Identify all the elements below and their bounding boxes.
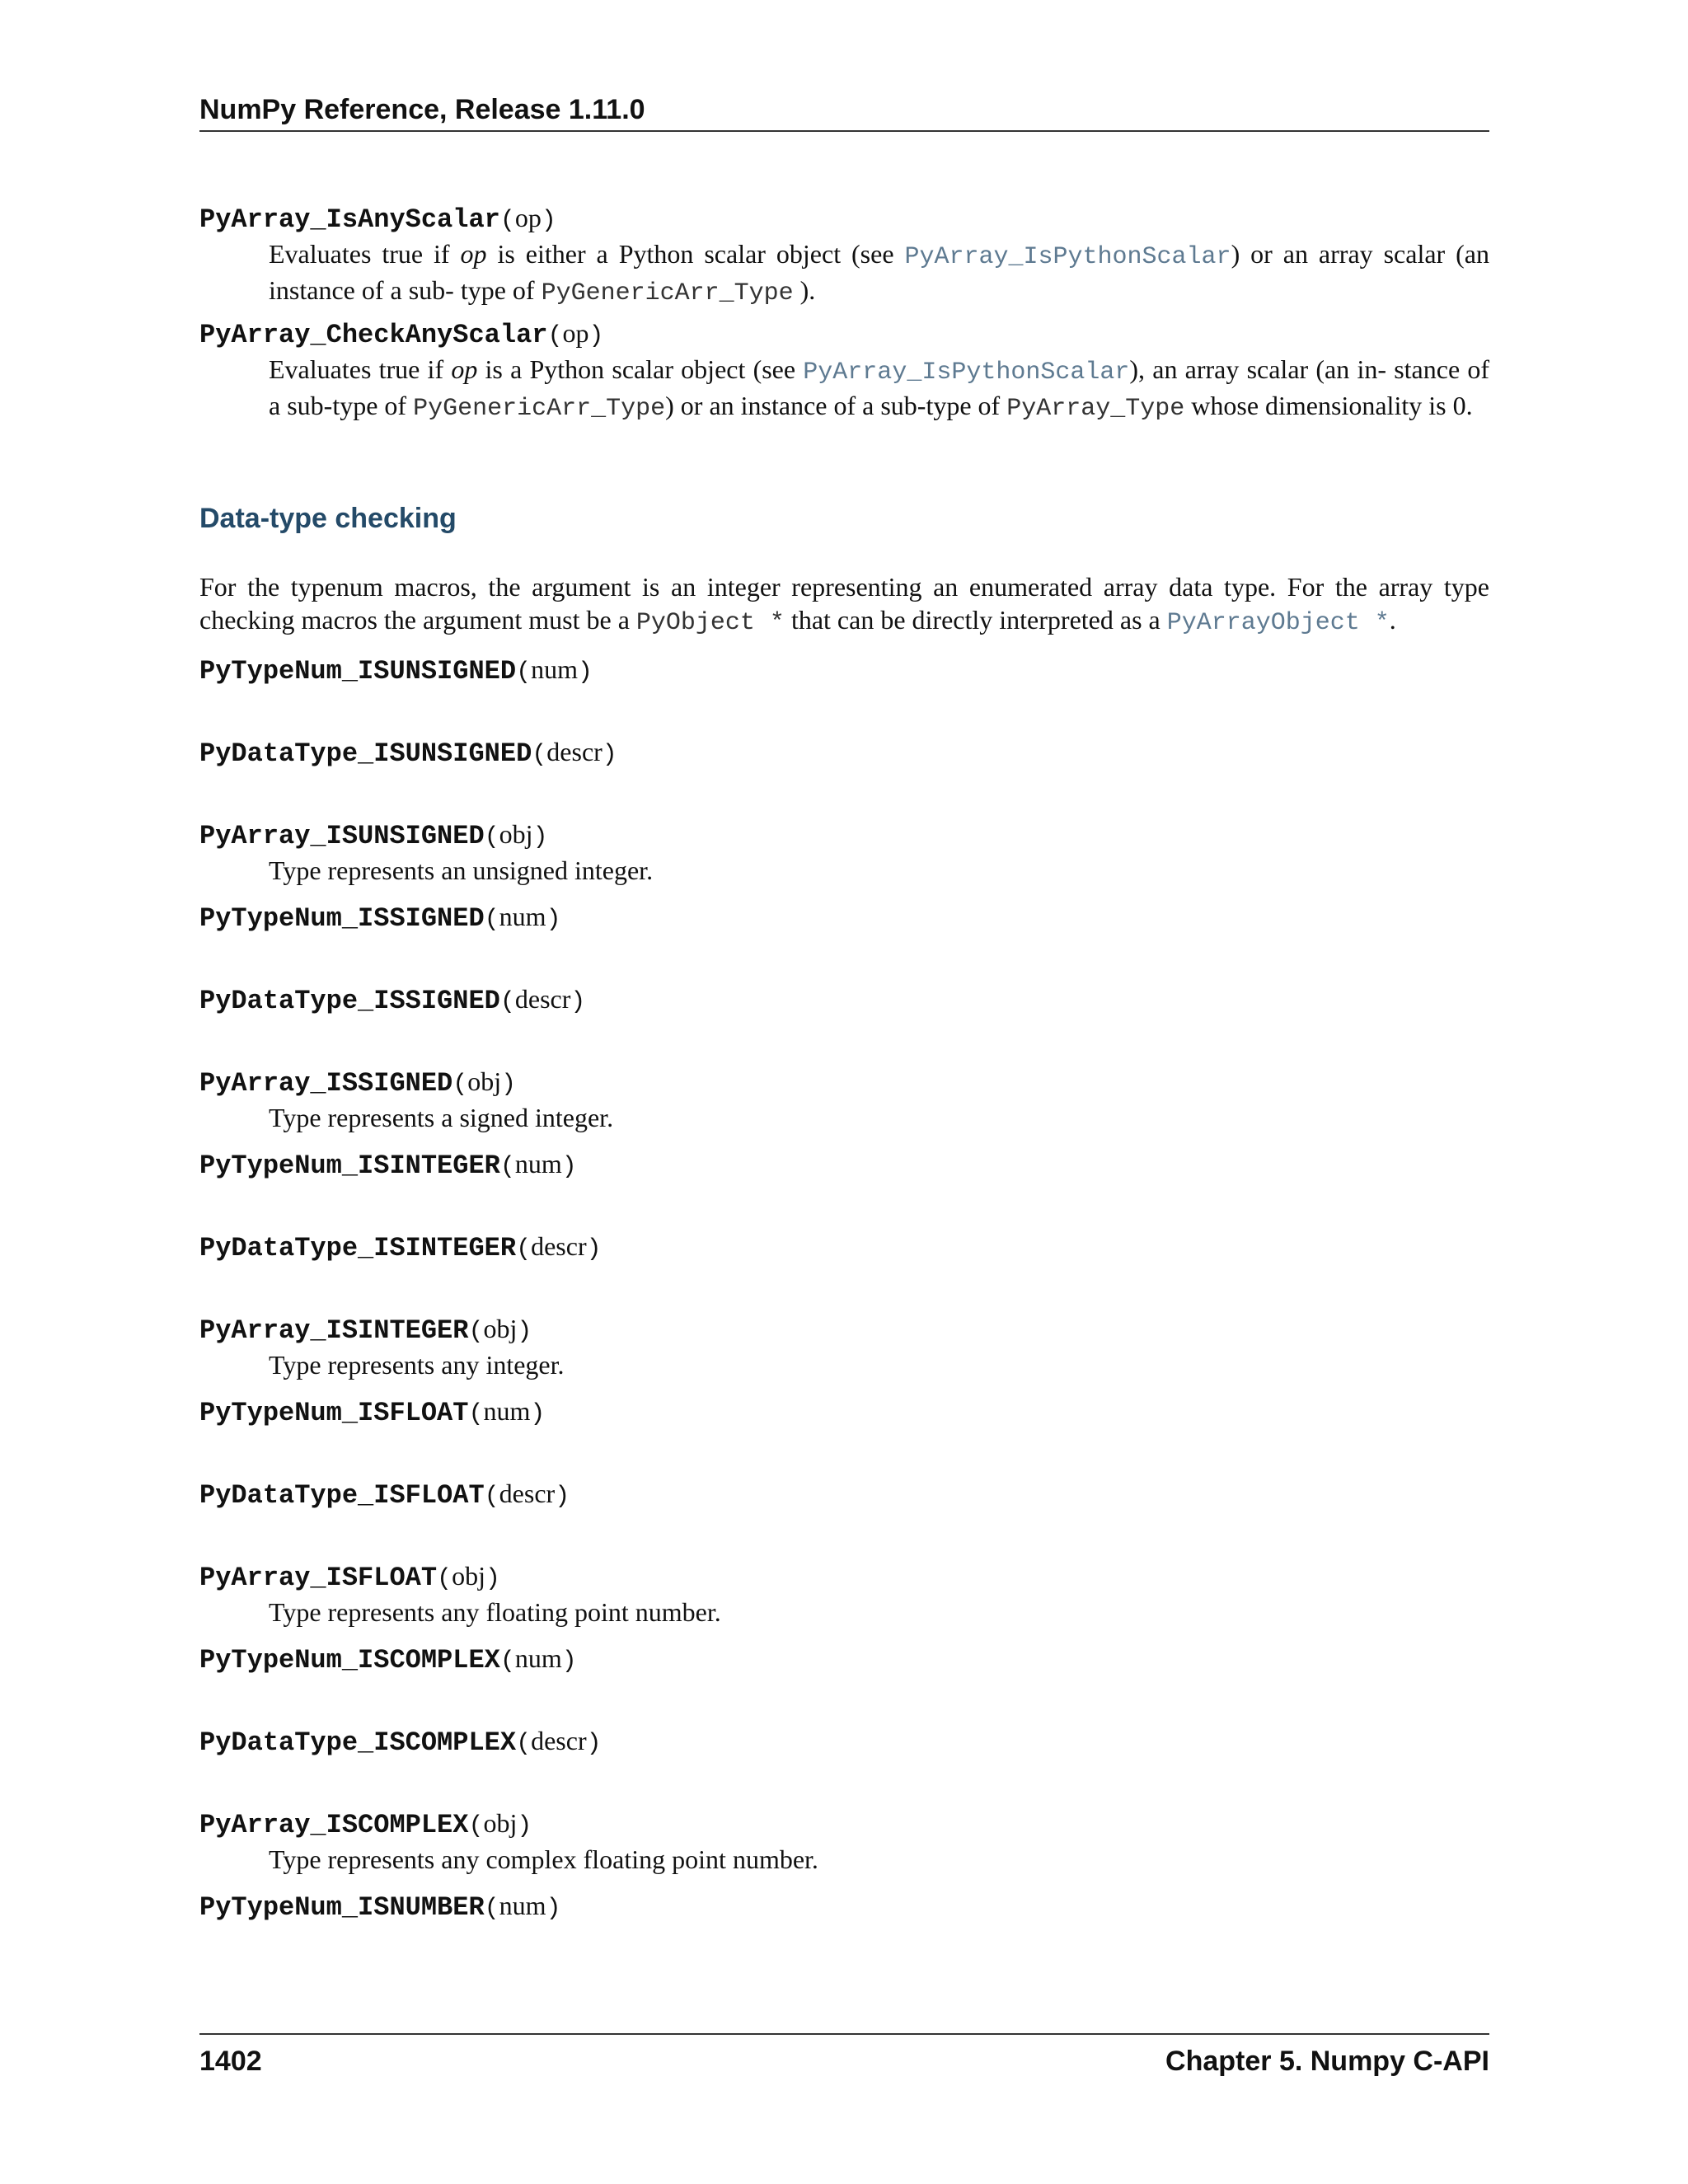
- page-header: [199, 92, 1489, 132]
- cross-reference-link[interactable]: PyArrayObject *: [1166, 609, 1390, 637]
- function-name: PyArray_IsAnyScalar: [199, 204, 500, 235]
- inline-code: PyGenericArr_Type: [541, 279, 794, 307]
- open-paren: (: [484, 906, 499, 934]
- function-signature: [199, 1394, 1489, 1431]
- function-entry: [199, 1889, 1489, 1925]
- function-name: PyDataType_ISUNSIGNED: [199, 738, 532, 769]
- function-description: Type represents any integer.: [269, 1350, 565, 1380]
- open-paren: (: [516, 1730, 532, 1758]
- close-paren: ): [517, 1812, 532, 1840]
- function-name: PyDataType_ISFLOAT: [199, 1480, 485, 1511]
- close-paren: ): [602, 741, 617, 769]
- function-param: op: [514, 203, 542, 232]
- param-emphasis: op: [460, 239, 487, 269]
- intro-text: that can be directly interpreted as a: [784, 605, 1167, 635]
- open-paren: (: [516, 658, 532, 687]
- function-entry: [199, 201, 1489, 310]
- page-number: 1402: [199, 2046, 262, 2077]
- chapter-title: Chapter 5. Numpy C-API: [1165, 2046, 1489, 2077]
- close-paren: ): [588, 322, 604, 350]
- function-name: PyTypeNum_ISCOMPLEX: [199, 1645, 500, 1675]
- close-paren: ): [586, 1235, 602, 1263]
- function-entry: [199, 1230, 1489, 1266]
- function-signature: [199, 316, 1489, 353]
- desc-text: whose dimensionality is 0.: [1184, 391, 1473, 420]
- function-entry: [199, 818, 1489, 887]
- function-name: PyArray_CheckAnyScalar: [199, 320, 548, 350]
- function-param: op: [562, 318, 589, 348]
- function-signature: [199, 653, 1489, 689]
- function-param: descr: [514, 984, 571, 1014]
- section-title: Data-type checking: [199, 503, 457, 534]
- function-param: num: [499, 1891, 546, 1920]
- function-entry: [199, 653, 1489, 689]
- inline-code: PyArray_Type: [1006, 395, 1185, 423]
- function-entry: [199, 900, 1489, 936]
- desc-text: is a Python scalar object (see: [477, 354, 804, 384]
- function-name: PyArray_ISCOMPLEX: [199, 1810, 469, 1840]
- function-param: obj: [452, 1561, 485, 1591]
- function-param: descr: [531, 1231, 587, 1261]
- cross-reference-link[interactable]: PyArray_IsPythonScalar: [904, 243, 1231, 271]
- function-description: Type represents an unsigned integer.: [269, 855, 654, 885]
- close-paren: ): [570, 988, 586, 1016]
- close-paren: ): [561, 1153, 577, 1181]
- function-signature: [199, 1147, 1489, 1183]
- open-paren: (: [532, 741, 547, 769]
- function-signature: [199, 1724, 1489, 1760]
- function-entry: [199, 1807, 1489, 1876]
- open-paren: (: [437, 1565, 452, 1593]
- open-paren: (: [547, 322, 563, 350]
- function-signature: [199, 1559, 1489, 1596]
- intro-text: .: [1389, 605, 1396, 635]
- intro-text: For the typenum macros, the argument is an integer representing an enumerated array data type. For the array type checking macros the argument must be a: [199, 572, 1489, 635]
- function-name: PyArray_ISUNSIGNED: [199, 821, 485, 851]
- desc-text: ) or an instance of a sub-type of: [665, 391, 1007, 420]
- function-name: PyDataType_ISSIGNED: [199, 986, 500, 1016]
- open-paren: (: [452, 1071, 468, 1099]
- open-paren: (: [484, 823, 499, 851]
- function-param: descr: [499, 1479, 556, 1508]
- open-paren: (: [499, 207, 515, 235]
- function-param: num: [514, 1643, 562, 1673]
- function-entry: [199, 1559, 1489, 1629]
- desc-text: ).: [793, 275, 816, 305]
- open-paren: (: [468, 1400, 484, 1428]
- close-paren: ): [501, 1071, 517, 1099]
- open-paren: (: [468, 1812, 484, 1840]
- function-signature: [199, 1889, 1489, 1925]
- function-param: descr: [546, 737, 603, 766]
- function-entry: [199, 316, 1489, 425]
- function-name: PyArray_ISINTEGER: [199, 1315, 469, 1346]
- function-description: [269, 353, 1489, 425]
- function-signature: [199, 1807, 1489, 1843]
- function-entry: [199, 982, 1489, 1019]
- desc-text: Evaluates true if: [269, 354, 452, 384]
- close-paren: ): [577, 658, 593, 687]
- function-name: PyDataType_ISINTEGER: [199, 1233, 517, 1263]
- function-description: [269, 237, 1489, 310]
- function-name: PyDataType_ISCOMPLEX: [199, 1727, 517, 1758]
- page-footer: [199, 2033, 1489, 2084]
- function-signature: [199, 982, 1489, 1019]
- function-signature: [199, 1642, 1489, 1678]
- desc-text: is either a Python scalar object (see: [486, 239, 905, 269]
- function-signature: [199, 900, 1489, 936]
- close-paren: ): [546, 1895, 561, 1923]
- close-paren: ): [586, 1730, 602, 1758]
- function-param: descr: [531, 1726, 587, 1755]
- close-paren: ): [485, 1565, 500, 1593]
- function-param: num: [499, 902, 546, 931]
- desc-text: ) or an array scalar (an instance of a sub- type of: [269, 239, 1490, 305]
- function-entry: [199, 1642, 1489, 1678]
- close-paren: ): [555, 1483, 570, 1511]
- function-signature: [199, 818, 1489, 854]
- function-param: obj: [499, 819, 533, 849]
- open-paren: (: [499, 988, 515, 1016]
- function-entry: [199, 1147, 1489, 1183]
- close-paren: ): [532, 823, 548, 851]
- desc-text: ), an array scalar (an in- stance of a sub-type of: [269, 354, 1490, 420]
- close-paren: ): [541, 207, 556, 235]
- desc-text: Evaluates true if: [269, 239, 461, 269]
- close-paren: ): [530, 1400, 546, 1428]
- function-name: PyTypeNum_ISINTEGER: [199, 1151, 500, 1181]
- open-paren: (: [484, 1483, 499, 1511]
- section-intro: [199, 570, 1489, 640]
- function-description: Type represents any floating point number.: [269, 1597, 721, 1627]
- function-param: num: [514, 1149, 562, 1179]
- open-paren: (: [484, 1895, 499, 1923]
- function-entry: [199, 1724, 1489, 1760]
- open-paren: (: [499, 1647, 515, 1675]
- function-signature: [199, 1477, 1489, 1513]
- function-signature: [199, 1312, 1489, 1348]
- function-name: PyTypeNum_ISSIGNED: [199, 903, 485, 934]
- open-paren: (: [468, 1318, 484, 1346]
- close-paren: ): [517, 1318, 532, 1346]
- cross-reference-link[interactable]: PyArray_IsPythonScalar: [803, 359, 1130, 387]
- function-entry: [199, 1394, 1489, 1431]
- function-name: PyTypeNum_ISUNSIGNED: [199, 656, 517, 687]
- function-signature: [199, 1065, 1489, 1101]
- function-entry: [199, 1477, 1489, 1513]
- function-signature: [199, 201, 1489, 237]
- function-param: num: [531, 654, 578, 684]
- function-entry: [199, 1312, 1489, 1381]
- close-paren: ): [546, 906, 561, 934]
- function-param: obj: [467, 1066, 502, 1096]
- function-signature: [199, 735, 1489, 771]
- function-param: obj: [483, 1314, 518, 1343]
- open-paren: (: [516, 1235, 532, 1263]
- inline-code: PyGenericArr_Type: [413, 395, 666, 423]
- function-name: PyTypeNum_ISFLOAT: [199, 1398, 469, 1428]
- close-paren: ): [561, 1647, 577, 1675]
- open-paren: (: [499, 1153, 515, 1181]
- function-name: PyTypeNum_ISNUMBER: [199, 1892, 485, 1923]
- inline-code: PyObject *: [635, 609, 785, 637]
- function-entry: [199, 735, 1489, 771]
- function-description: Type represents any complex floating point number.: [269, 1844, 818, 1874]
- function-name: PyArray_ISFLOAT: [199, 1563, 438, 1593]
- function-description: Type represents a signed integer.: [269, 1103, 614, 1132]
- function-param: obj: [483, 1808, 518, 1838]
- function-entry: [199, 1065, 1489, 1134]
- function-name: PyArray_ISSIGNED: [199, 1068, 453, 1099]
- function-param: num: [483, 1396, 531, 1426]
- param-emphasis: op: [451, 354, 478, 384]
- function-signature: [199, 1230, 1489, 1266]
- page-header-title: NumPy Reference, Release 1.11.0: [199, 94, 645, 125]
